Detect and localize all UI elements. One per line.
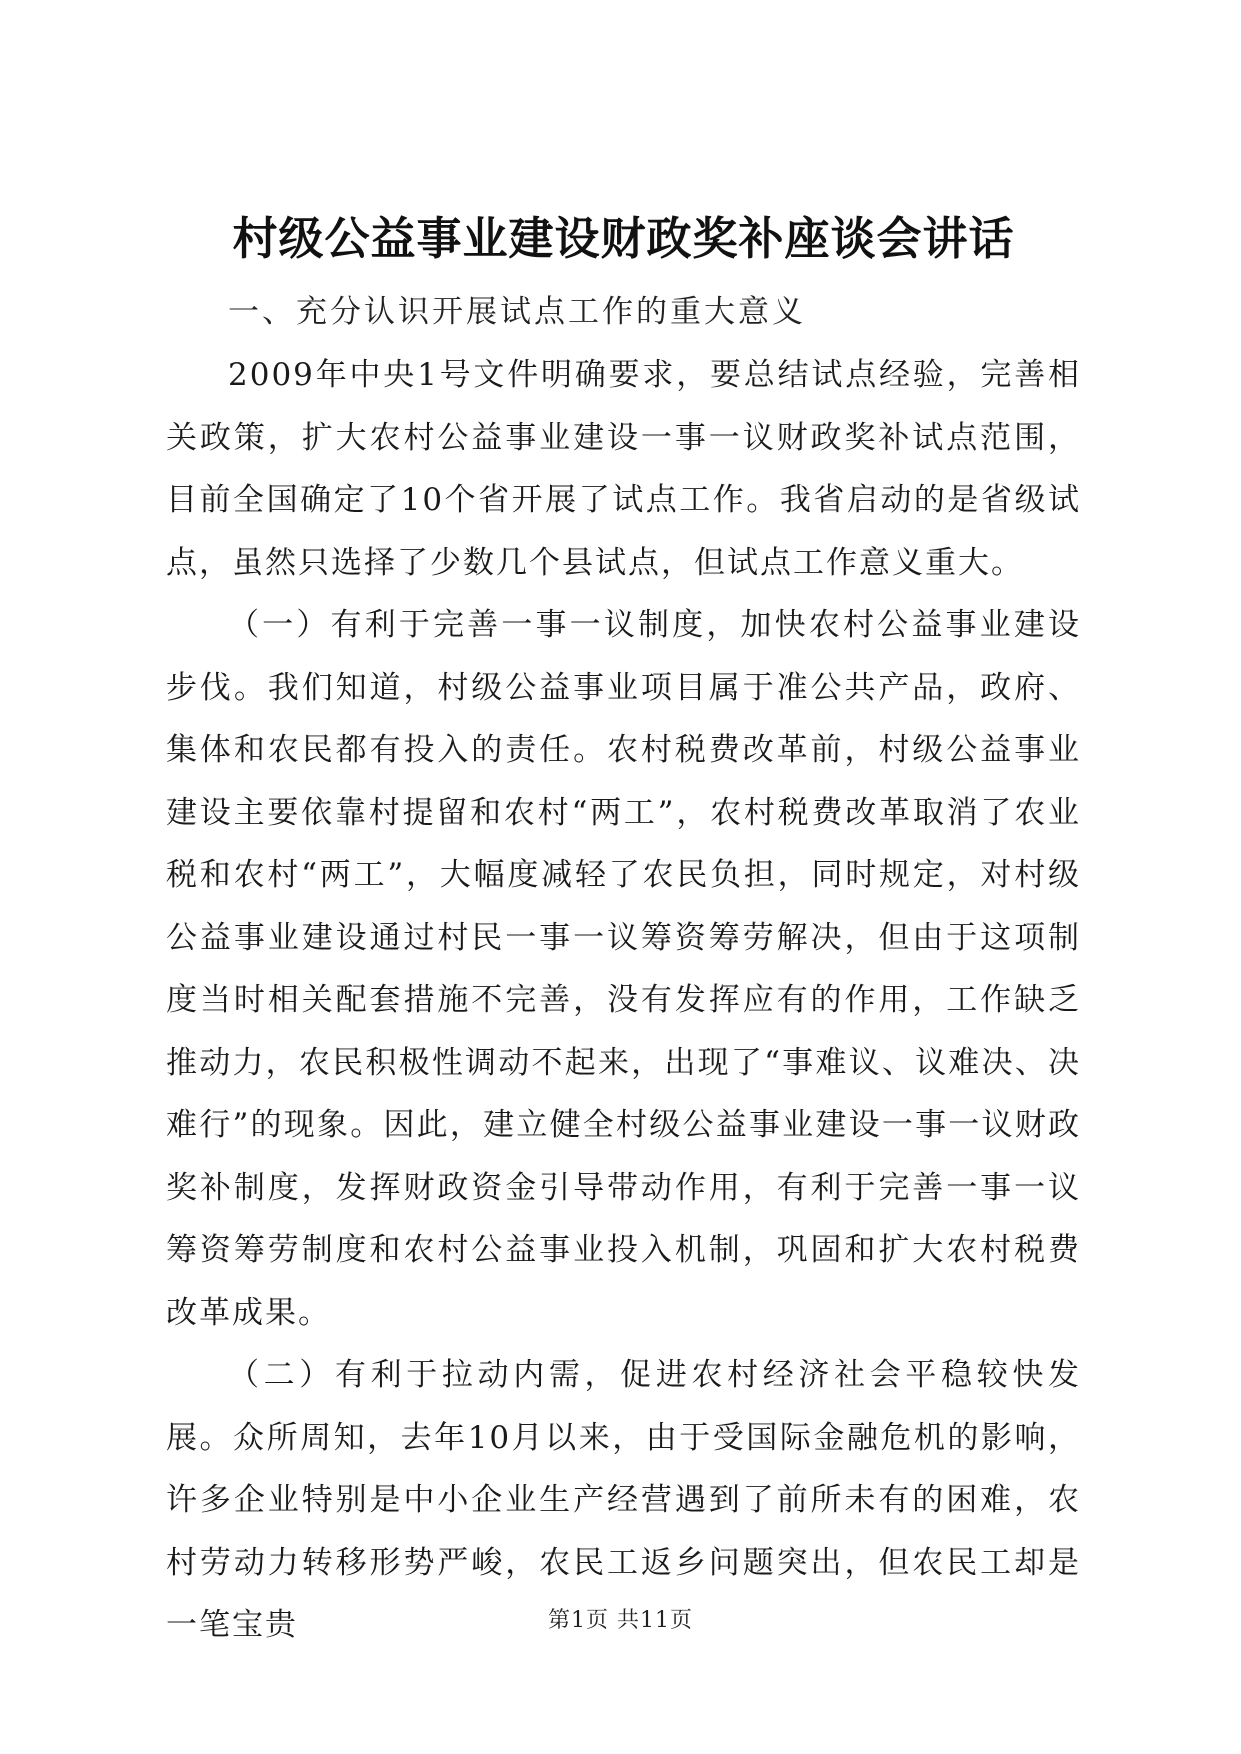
paragraph-point-two: （二）有利于拉动内需，促进农村经济社会平稳较快发展。众所周知，去年10月以来，由于受国际金融危机的影响，许多企业特别是中小企业生产经营遇到了前所未有的困难，农村劳动力转移形势严峻，农民工返乡问题突出，但农民工却是一笔宝贵: [166, 1357, 1081, 1643]
paragraph-point-one: （一）有利于完善一事一议制度，加快农村公益事业建设步伐。我们知道，村级公益事业项目属于准公共产品，政府、集体和农民都有投入的责任。农村税费改革前，村级公益事业建设主要依靠村提留和农村“两工”，农村税费改革取消了农业税和农村“两工”，大幅度减轻了农民负担，同时规定，对村级公益事业建设通过村民一事一议筹资筹劳解决，但由于这项制度当时相关配套措施不完善，没有发挥应有的作用，工作缺乏推动力，农民积极性调动不起来，出现了“事难议、议难决、决难行”的现象。因此，建立健全村级公益事业建设一事一议财政奖补制度，发挥财政资金引导带动作用，有利于完善一事一议筹资筹劳制度和农村公益事业投入机制，巩固和扩大农村税费改革成果。: [166, 607, 1081, 1331]
document-body: [166, 210, 1081, 1657]
page-footer: 第1页 共11页: [548, 1608, 693, 1633]
document-title: 村级公益事业建设财政奖补座谈会讲话: [232, 212, 1015, 265]
section-heading: 一、充分认识开展试点工作的重大意义: [228, 294, 806, 330]
paragraph-intro: 2009年中央1号文件明确要求，要总结试点经验，完善相关政策，扩大农村公益事业建设一事一议财政奖补试点范围，目前全国确定了10个省开展了试点工作。我省启动的是省级试点，虽然只选择了少数几个县试点，但试点工作意义重大。: [166, 357, 1081, 581]
